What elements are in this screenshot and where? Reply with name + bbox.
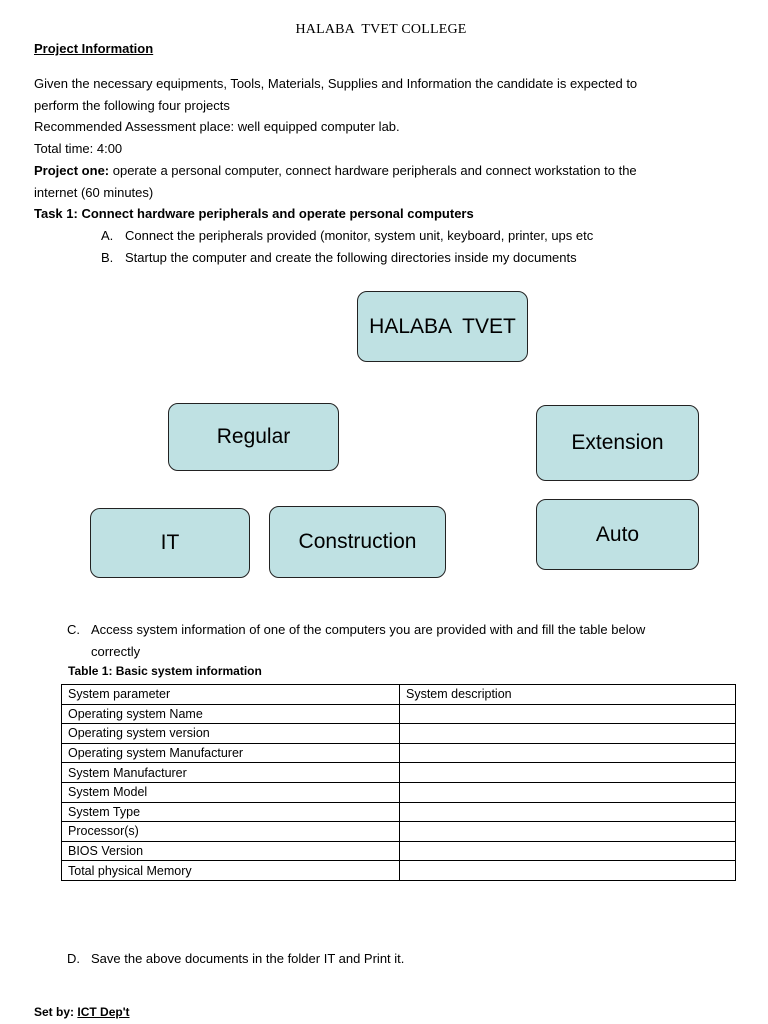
row-label: Operating system Name [62, 704, 400, 724]
total-time: Total time: 4:00 [34, 141, 123, 157]
row-label: Operating system Manufacturer [62, 743, 400, 763]
row-value-cell[interactable] [400, 704, 736, 724]
row-value-cell[interactable] [400, 782, 736, 802]
set-by-label: Set by: [34, 1005, 75, 1019]
step-c [67, 619, 707, 662]
project-one-line-2: internet (60 minutes) [34, 184, 154, 200]
project-one [34, 160, 734, 182]
section-heading: Project Information [34, 41, 154, 56]
table-caption: Table 1: Basic system information [68, 664, 262, 678]
row-label: Processor(s) [62, 822, 400, 842]
row-value-cell[interactable] [400, 802, 736, 822]
document-title: HALABA TVET COLLEGE [295, 22, 467, 37]
intro-paragraph [34, 73, 734, 225]
row-label: Operating system version [62, 724, 400, 744]
step-a-letter: A. [101, 228, 114, 243]
table-row [62, 704, 736, 724]
intro-line-1: Given the necessary equipments, Tools, Materials, Supplies and Information the candidate is expected to [34, 76, 638, 91]
step-d-letter: D. [67, 951, 80, 966]
table-row [62, 841, 736, 861]
folder-box-halaba-tvet: HALABA TVET [357, 291, 528, 362]
folder-box-construction: Construction [269, 506, 446, 578]
set-by [34, 1005, 130, 1019]
step-c-text: Access system information of one of the computers you are provided with and fill the table below [91, 622, 646, 637]
row-label: Total physical Memory [62, 861, 400, 881]
row-value-cell[interactable] [400, 763, 736, 783]
row-label: System Type [62, 802, 400, 822]
folder-box-regular: Regular [168, 403, 339, 471]
row-value-cell[interactable] [400, 822, 736, 842]
table-row [62, 782, 736, 802]
table-row [62, 724, 736, 744]
step-d [67, 948, 404, 970]
table-row [62, 802, 736, 822]
folder-box-auto: Auto [536, 499, 699, 570]
table-row [62, 822, 736, 842]
step-c-letter: C. [67, 622, 80, 637]
step-b-text: Startup the computer and create the following directories inside my documents [125, 250, 577, 265]
table-row [62, 743, 736, 763]
step-a [101, 225, 593, 247]
row-value-cell[interactable] [400, 724, 736, 744]
row-label: System Model [62, 782, 400, 802]
set-by-value: ICT Dep't [77, 1005, 130, 1019]
folder-box-extension: Extension [536, 405, 699, 481]
row-value-cell[interactable] [400, 861, 736, 881]
assessment-place: Recommended Assessment place: well equipped computer lab. [34, 119, 400, 135]
row-value-cell[interactable] [400, 841, 736, 861]
project-one-text: operate a personal computer, connect hardware peripherals and connect workstation to the [109, 162, 637, 178]
intro-line-2: perform the following four projects [34, 97, 230, 113]
task-1-heading: Task 1: Connect hardware peripherals and operate personal computers [34, 206, 474, 222]
step-d-text: Save the above documents in the folder IT and Print it. [91, 951, 405, 966]
row-label: BIOS Version [62, 841, 400, 861]
project-one-label: Project one: [34, 162, 110, 178]
step-b-letter: B. [101, 250, 114, 265]
table-row [62, 763, 736, 783]
row-label: System Manufacturer [62, 763, 400, 783]
step-a-text: Connect the peripherals provided (monitor, system unit, keyboard, printer, ups etc [125, 228, 594, 243]
step-c-text-2: correctly [91, 643, 141, 659]
folder-box-it: IT [90, 508, 250, 578]
step-b [101, 247, 577, 269]
system-info-table [61, 684, 736, 881]
header-system-description: System description [400, 685, 736, 705]
header-system-parameter: System parameter [62, 685, 400, 705]
table-row [62, 861, 736, 881]
table-header-row [62, 685, 736, 705]
row-value-cell[interactable] [400, 743, 736, 763]
